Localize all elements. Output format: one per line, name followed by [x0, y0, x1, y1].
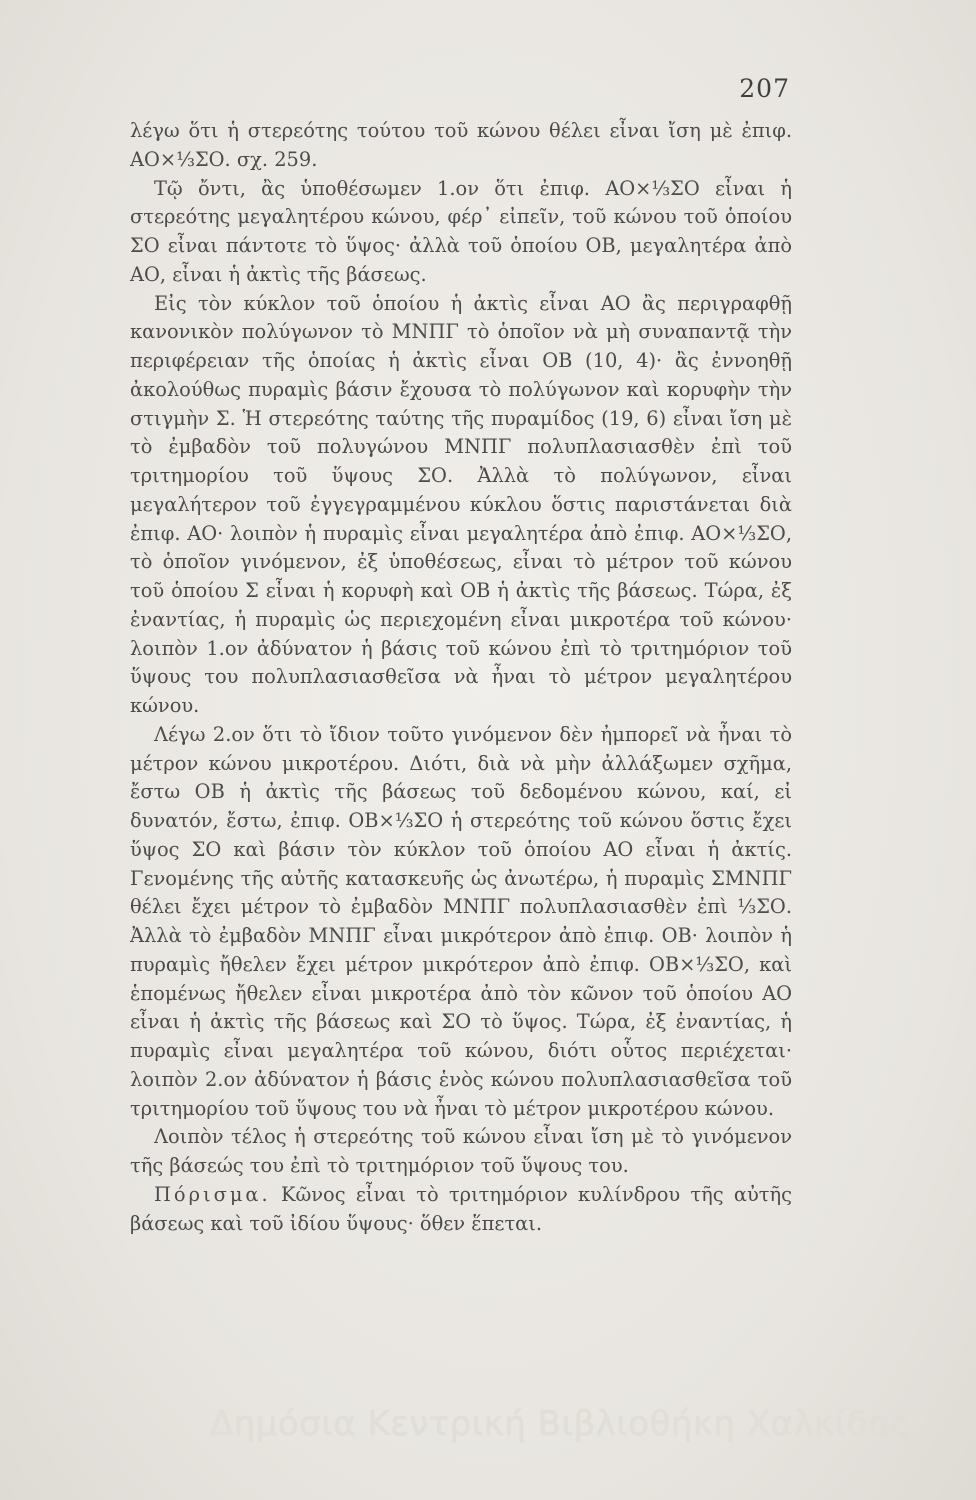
- paragraph-1: λέγω ὅτι ἡ στερεότης τούτου τοῦ κώνου θέλει εἶναι ἴση μὲ ἐπιφ. ΑΟ×⅓ΣΟ. σχ. 259.: [130, 119, 792, 171]
- body-text: [130, 117, 792, 1238]
- paragraph-5: Λοιπὸν τέλος ἡ στερεότης τοῦ κώνου εἶναι ἴση μὲ τὸ γινόμενον τῆς βάσεώς του ἐπὶ τὸ τριτημόριον τοῦ ὕψους του.: [130, 1125, 792, 1177]
- page-number: 207: [739, 74, 790, 103]
- corollary-paragraph: [130, 1181, 792, 1239]
- library-watermark: Δημόσια Κεντρική Βιβλιοθήκη Χαλκίδας: [210, 1404, 912, 1444]
- corollary-text: Κῶνος εἶναι τὸ τριτημόριον κυλίνδρου τῆς αὐτῆς βάσεως καὶ τοῦ ἰδίου ὕψους· ὅθεν ἕπεται.: [130, 1182, 792, 1235]
- corollary-label: Πόρισμα.: [154, 1182, 271, 1206]
- paragraph-3: Εἰς τὸν κύκλον τοῦ ὁποίου ἡ ἀκτὶς εἶναι ΑΟ ἂς περιγραφθῇ κανονικὸν πολύγωνον τὸ ΜΝΠΓ τὸ ὁποῖον νὰ μὴ συναπαντᾷ τὴν περιφέρειαν τῆς ὁποίας ἡ ἀκτὶς εἶναι ΟΒ (10, 4)· ἂς ἐννοηθῇ ἀκολούθως πυραμὶς βάσιν ἔχουσα τὸ πολύγωνον καὶ κορυφὴν τὴν στιγμὴν Σ. Ἡ στερεότης ταύτης τῆς πυραμίδος (19, 6) εἶναι ἴση μὲ τὸ ἐμβαδὸν τοῦ πολυγώνου ΜΝΠΓ πολυπλασιασθὲν ἐπὶ τοῦ τριτημορίου τοῦ ὕψους ΣΟ. Ἀλλὰ τὸ πολύγωνον, εἶναι μεγαλήτερον τοῦ ἐγγεγραμμένου κύκλου ὅστις παριστάνεται διὰ ἐπιφ. ΑΟ· λοιπὸν ἡ πυραμὶς εἶναι μεγαλητέρα ἀπὸ ἐπιφ. ΑΟ×⅓ΣΟ, τὸ ὁποῖον γινόμενον, ἐξ ὑποθέσεως, εἶναι τὸ μέτρον τοῦ κώνου τοῦ ὁποίου Σ εἶναι ἡ κορυφὴ καὶ ΟΒ ἡ ἀκτὶς τῆς βάσεως. Τώρα, ἐξ ἐναντίας, ἡ πυραμὶς ὡς περιεχομένη εἶναι μικροτέρα τοῦ κώνου· λοιπὸν 1.ον ἀδύνατον ἡ βάσις τοῦ κώνου ἐπὶ τὸ τριτημόριον τοῦ ὕψους του πολυπλασιασθεῖσα νὰ ἦναι τὸ μέτρον μεγαλητέρου κώνου.: [130, 291, 792, 717]
- paragraph-2: Τῷ ὄντι, ἂς ὑποθέσωμεν 1.ον ὅτι ἐπιφ. ΑΟ×⅓ΣΟ εἶναι ἡ στερεότης μεγαλητέρου κώνου, φέρ᾽ εἰπεῖν, τοῦ κώνου τοῦ ὁποίου ΣΟ εἶναι πάντοτε τὸ ὕψος· ἀλλὰ τοῦ ὁποίου ΟΒ, μεγαλητέρα ἀπὸ ΑΟ, εἶναι ἡ ἀκτὶς τῆς βάσεως.: [130, 176, 792, 286]
- paragraph-4: Λέγω 2.ον ὅτι τὸ ἴδιον τοῦτο γινόμενον δὲν ἠμπορεῖ νὰ ἦναι τὸ μέτρον κώνου μικροτέρου. Διότι, διὰ νὰ μὴν ἀλλάξωμεν σχῆμα, ἔστω ΟΒ ἡ ἀκτὶς τῆς βάσεως τοῦ δεδομένου κώνου, καί, εἰ δυνατόν, ἔστω, ἐπιφ. ΟΒ×⅓ΣΟ ἡ στερεότης τοῦ κώνου ὅστις ἔχει ὕψος ΣΟ καὶ βάσιν τὸν κύκλον τοῦ ὁποίου ΑΟ εἶναι ἡ ἀκτίς. Γενομένης τῆς αὐτῆς κατασκευῆς ὡς ἀνωτέρω, ἡ πυραμὶς ΣΜΝΠΓ θέλει ἔχει μέτρον τὸ ἐμβαδὸν ΜΝΠΓ πολυπλασιασθὲν ἐπὶ ⅓ΣΟ. Ἀλλὰ τὸ ἐμβαδὸν ΜΝΠΓ εἶναι μικρότερον ἀπὸ ἐπιφ. ΟΒ· λοιπὸν ἡ πυραμὶς ἤθελεν ἔχει μέτρον μικρότερον ἀπὸ ἐπιφ. ΟΒ×⅓ΣΟ, καὶ ἑπομένως ἤθελεν εἶναι μικροτέρα ἀπὸ τὸν κῶνον τοῦ ὁποίου ΑΟ εἶναι ἡ ἀκτὶς τῆς βάσεως καὶ ΣΟ τὸ ὕψος. Τώρα, ἐξ ἐναντίας, ἡ πυραμὶς εἶναι μεγαλητέρα τοῦ κώνου, διότι οὗτος περιέχεται· λοιπὸν 2.ον ἀδύνατον ἡ βάσις ἑνὸς κώνου πολυπλασιασθεῖσα τοῦ τριτημορίου τοῦ ὕψους του νὰ ἦναι τὸ μέτρον μικροτέρου κώνου.: [130, 722, 792, 1120]
